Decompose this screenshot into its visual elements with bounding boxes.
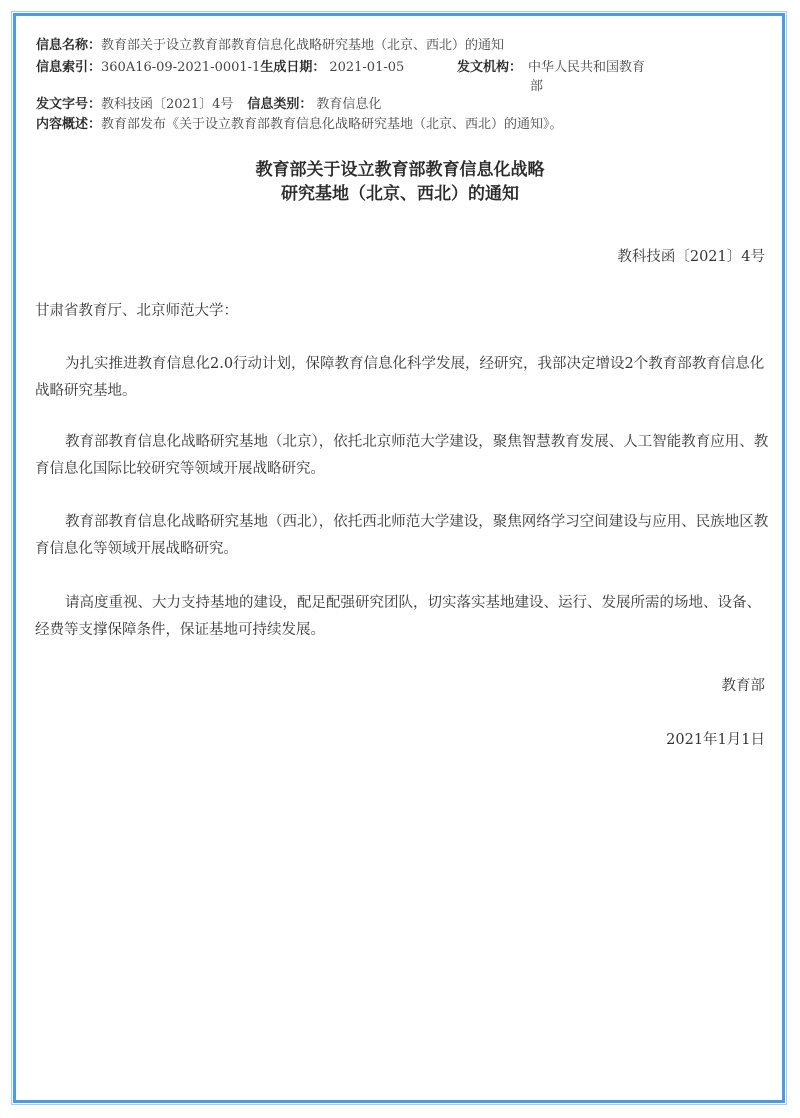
meta-info-index-label: 信息索引： — [36, 60, 102, 75]
document-salutation: 甘肃省教育厅、北京师范大学： — [35, 303, 238, 319]
meta-issuing-agency — [457, 60, 645, 76]
document-paragraph-2: 教育部教育信息化战略研究基地（北京），依托北京师范大学建设，聚焦智慧教育发展、人工智能教育应用、教育信息化国际比较研究等领域开展战略研究。 — [35, 434, 769, 477]
document-signature: 教育部 — [721, 678, 765, 694]
document-title-line-1: 教育部关于设立教育部教育信息化战略 — [255, 160, 545, 180]
meta-issuing-agency-label: 发文机构： — [457, 60, 523, 75]
meta-summary — [36, 117, 563, 133]
meta-doc-number-value: 教科技函〔2021〕4号 — [101, 97, 234, 112]
meta-issuing-agency-value-line2: 部 — [530, 79, 544, 94]
meta-issuing-agency-wrap — [530, 79, 543, 95]
meta-info-index-value: 360A16-09-2021-0001-1 — [101, 60, 261, 75]
meta-info-name-value: 教育部关于设立教育部教育信息化战略研究基地（北京、西北）的通知 — [101, 38, 505, 53]
meta-doc-number — [36, 97, 381, 113]
document-paragraph-1: 为扎实推进教育信息化2.0行动计划，保障教育信息化科学发展，经研究，我部决定增设2个教育部教育信息化战略研究基地。 — [35, 356, 765, 399]
meta-info-index — [36, 60, 404, 76]
meta-info-category-label: 信息类别： — [247, 97, 313, 112]
document-title-line-2: 研究基地（北京、西北）的通知 — [281, 184, 519, 204]
meta-doc-number-label: 发文字号： — [36, 97, 102, 112]
meta-generated-date-value: 2021-01-05 — [329, 60, 405, 75]
meta-generated-date-label: 生成日期： — [260, 60, 326, 75]
meta-info-name — [36, 38, 504, 54]
meta-summary-value: 教育部发布《关于设立教育部教育信息化战略研究基地（北京、西北）的通知》。 — [101, 117, 563, 132]
document-paragraph-3: 教育部教育信息化战略研究基地（西北），依托西北师范大学建设，聚焦网络学习空间建设与应用、民族地区教育信息化等领域开展战略研究。 — [35, 514, 769, 557]
meta-info-category-value: 教育信息化 — [316, 97, 382, 112]
meta-issuing-agency-value-line1: 中华人民共和国教育 — [528, 60, 646, 75]
document-number: 教科技函〔2021〕4号 — [617, 249, 765, 265]
document-paragraph-4: 请高度重视、大力支持基地的建设，配足配强研究团队，切实落实基地建设、运行、发展所需的场地、设备、经费等支撑保障条件，保证基地可持续发展。 — [35, 595, 761, 638]
meta-info-name-label: 信息名称： — [36, 38, 102, 53]
document-date: 2021年1月1日 — [666, 732, 765, 748]
meta-summary-label: 内容概述： — [36, 117, 102, 132]
